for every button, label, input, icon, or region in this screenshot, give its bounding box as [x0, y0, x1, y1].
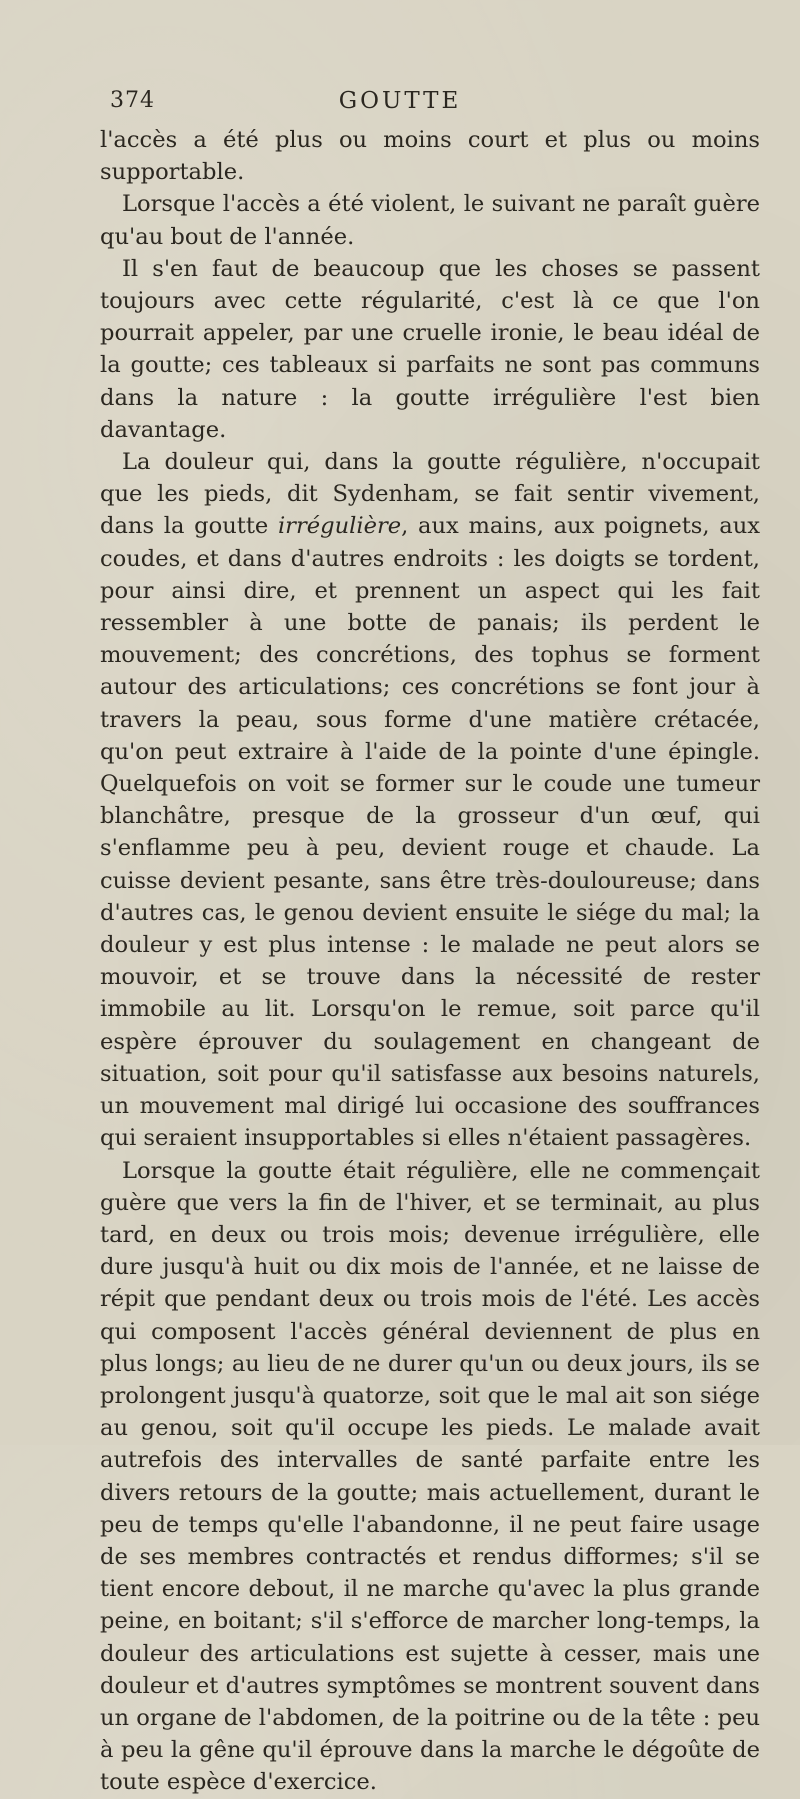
running-title: GOUTTE	[338, 88, 462, 114]
page-number: 374	[110, 88, 155, 113]
running-head	[110, 88, 690, 116]
paragraph-4-emphasis: irrégulière	[277, 513, 402, 540]
paragraph-3: Il s'en faut de beaucoup que les choses se passent toujours avec cette régularité, c'est là ce que l'on pourrait appeler, par une cruelle ironie, le beau idéal de la goutte; ces tableaux si parfaits ne sont pas communs dans la nature : la goutte irrégulière l'est bien davantage.	[100, 255, 760, 443]
paragraph-4-text-b: , aux mains, aux poignets, aux coudes, et dans d'autres endroits : les doigts se tordent, pour ainsi dire, et prennent un aspect qui les fait ressembler à une botte de panais; ils perdent le mouvement; des concrétions, des tophus se forment autour des articulations; ces concrétions se font jour à travers la peau, sous forme d'une matière crétacée, qu'on peut extraire à l'aide de la pointe d'une épingle. Quelquefois on voit se former sur le coude une tumeur blanchâtre, presque de la grosseur d'un œuf, qui s'enflamme peu à peu, devient rouge et chaude. La cuisse devient pesante, sans être très-douloureuse; dans d'autres cas, le genou devient ensuite le siége du mal; la douleur y est plus intense : le malade ne peut alors se mouvoir, et se trouve dans la nécessité de rester immobile au lit. Lorsqu'on le remue, soit parce qu'il espère éprouver du soulagement en changeant de situation, soit pour qu'il satisfasse aux besoins naturels, un mouvement mal dirigé lui occasione des souffrances qui seraient insupportables si elles n'étaient passagères.	[100, 513, 760, 1152]
paragraph-1: l'accès a été plus ou moins court et plus ou moins supportable.	[100, 127, 760, 186]
paragraph-4-text-a: La douleur qui, dans la goutte régulière, n'occupait que les pieds, dit Sydenham, se fait sentir vivement, dans la goutte	[100, 449, 760, 540]
paragraph-2: Lorsque l'accès a été violent, le suivant ne paraît guère qu'au bout de l'année.	[100, 191, 760, 250]
paragraph-5: Lorsque la goutte était régulière, elle ne commençait guère que vers la fin de l'hiver, et se terminait, au plus tard, en deux ou trois mois; devenue irrégulière, elle dure jusqu'à huit ou dix mois de l'année, et ne laisse de répit que pendant deux ou trois mois de l'été. Les accès qui composent l'accès général deviennent de plus en plus longs; au lieu de ne durer qu'un ou deux jours, ils se prolongent jusqu'à quatorze, soit que le mal ait son siége au genou, soit qu'il occupe les pieds. Le malade avait autrefois des intervalles de santé parfaite entre les divers retours de la goutte; mais actuellement, durant le peu de temps qu'elle l'abandonne, il ne peut faire usage de ses membres contractés et rendus difformes; s'il se tient encore debout, il ne marche qu'avec la plus grande peine, en boitant; s'il s'efforce de marcher long-temps, la douleur des articulations est sujette à cesser, mais une douleur et d'autres symptômes se montrent souvent dans un organe de l'abdomen, de la poitrine ou de la tête : peu à peu la gêne qu'il éprouve dans la marche le dégoûte de toute espèce d'exercice.	[100, 1157, 760, 1796]
paragraph-4	[100, 446, 760, 1154]
text-body	[100, 124, 760, 1799]
